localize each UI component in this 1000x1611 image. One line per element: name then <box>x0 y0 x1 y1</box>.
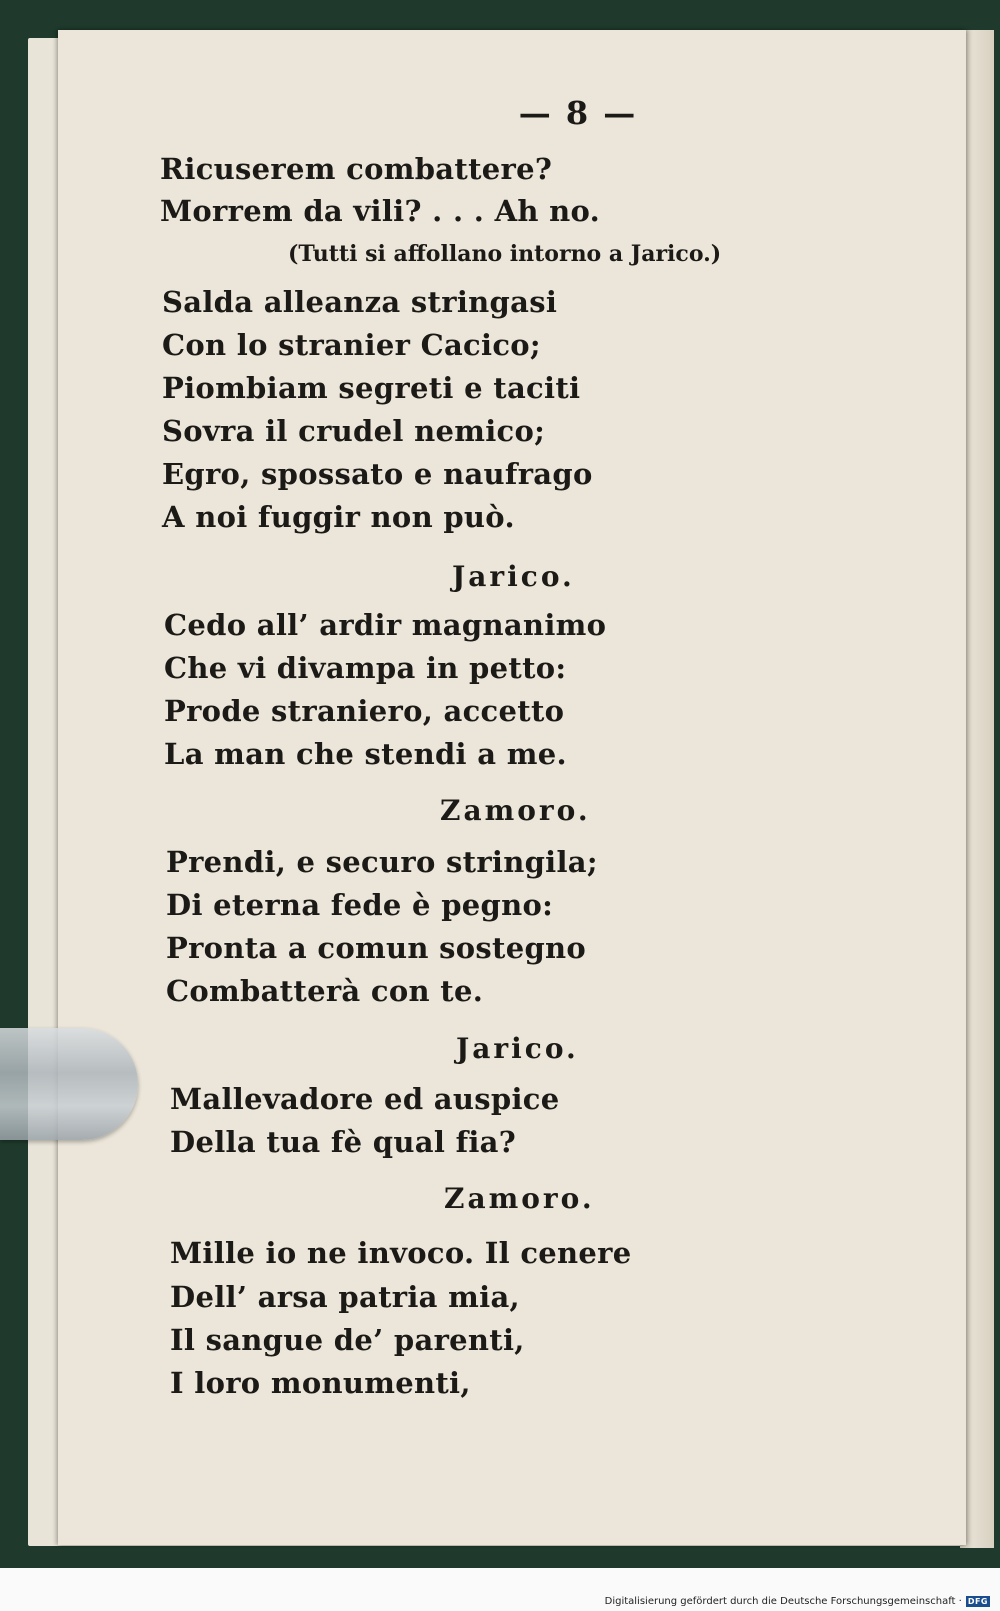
credit-text: Digitalisierung gefördert durch die Deutsche Forschungsgemeinschaft · <box>604 1596 962 1607</box>
verse-line: I loro monumenti, <box>170 1366 471 1400</box>
speaker-name: Jarico. <box>452 560 575 593</box>
verse-line: Mille io ne invoco. Il cenere <box>170 1236 632 1270</box>
dfg-logo: DFG <box>967 1597 988 1606</box>
verse-line: Pronta a comun sostegno <box>166 931 587 965</box>
verse-line: Sovra il crudel nemico; <box>162 414 546 448</box>
verse-line: Piombiam segreti e taciti <box>162 371 581 405</box>
verse-line: Combatterà con te. <box>166 974 484 1008</box>
verse-line: Egro, spossato e naufrago <box>162 457 593 491</box>
verse-line: Prode straniero, accetto <box>164 694 565 728</box>
verse-line: Cedo all’ ardir magnanimo <box>164 608 607 642</box>
page-text <box>58 30 966 1545</box>
book-page <box>58 30 966 1545</box>
verse-line: La man che stendi a me. <box>164 737 567 771</box>
verse-line: Salda alleanza stringasi <box>162 285 558 319</box>
speaker-name: Zamoro. <box>444 1182 595 1215</box>
verse-line: Ricuserem combattere? <box>160 152 553 186</box>
verse-line: Che vi divampa in petto: <box>164 651 567 685</box>
verse-line: Con lo stranier Cacico; <box>162 328 541 362</box>
page-number: — 8 — <box>518 94 638 132</box>
digitization-credit <box>605 1596 990 1607</box>
speaker-name: Jarico. <box>456 1032 579 1065</box>
page-clip <box>0 1028 138 1140</box>
verse-line: Morrem da vili? . . . Ah no. <box>160 194 601 228</box>
verse-line: Dell’ arsa patria mia, <box>170 1280 520 1314</box>
verse-line: A noi fuggir non può. <box>162 500 515 534</box>
verse-line: Prendi, e securo stringila; <box>166 845 598 879</box>
verse-line: Di eterna fede è pegno: <box>166 888 554 922</box>
stage-direction: (Tutti si affollano intorno a Jarico.) <box>288 241 722 267</box>
verse-line: Della tua fè qual fia? <box>170 1125 517 1159</box>
speaker-name: Zamoro. <box>440 794 591 827</box>
verse-line: Il sangue de’ parenti, <box>170 1323 525 1357</box>
verse-line: Mallevadore ed auspice <box>170 1082 560 1116</box>
